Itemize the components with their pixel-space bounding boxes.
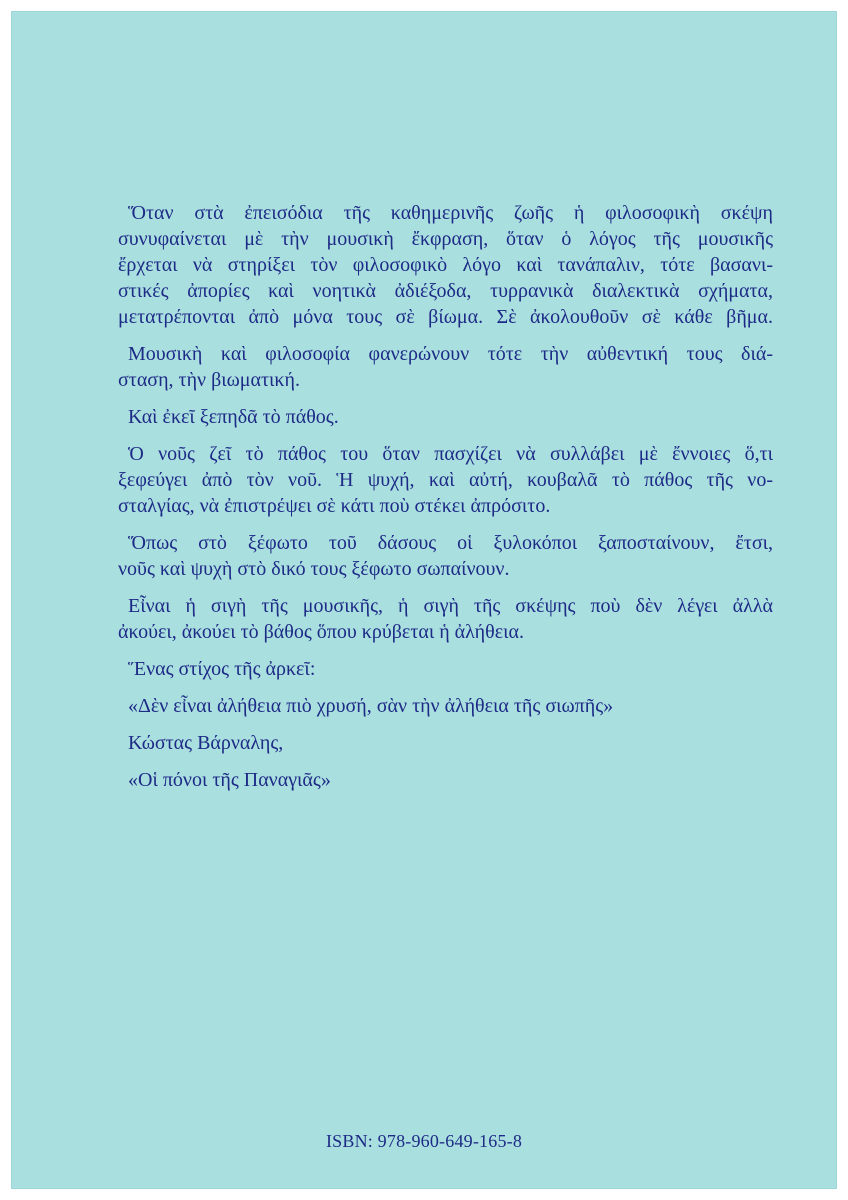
paragraph-4 — [118, 441, 773, 519]
text-line: σταση, τὴν βιωματική. — [118, 369, 300, 391]
text-line: μετατρέπονται ἀπὸ μόνα τους σὲ βίωμα. Σὲ ἀκολουθοῦν σὲ κάθε βῆμα. — [118, 306, 773, 328]
text-line: ἔρχεται νὰ στηρίξει τὸν φιλοσοφικὸ λόγο καὶ τανάπαλιν, τότε βασανι- — [118, 254, 773, 276]
text-line: στικές ἀπορίες καὶ νοητικὰ ἀδιέξοδα, τυρρανικὰ διαλεκτικὰ σχήματα, — [118, 280, 773, 302]
isbn-number: ISBN: 978-960-649-165-8 — [325, 1131, 523, 1151]
text-line: Ὅταν στὰ ἐπεισόδια τῆς καθημερινῆς ζωῆς ἡ φιλοσοφικὴ σκέψη — [128, 202, 773, 224]
paragraph-6 — [118, 593, 773, 645]
text-line: Ὁ νοῦς ζεῖ τὸ πάθος του ὅταν πασχίζει νὰ συλλάβει μὲ ἔννοιες ὅ,τι — [128, 443, 773, 465]
author-name: Κώστας Βάρναλης, — [128, 732, 284, 754]
text-line: ξεφεύγει ἀπὸ τὸν νοῦ. Ἡ ψυχή, καὶ αὐτή, κουβαλᾶ τὸ πάθος τῆς νο- — [118, 469, 773, 491]
work-title: «Οἱ πόνοι τῆς Παναγιᾶς» — [128, 769, 331, 791]
paragraph-5 — [118, 530, 773, 582]
text-line: Ἕνας στίχος τῆς ἀρκεῖ: — [128, 658, 316, 680]
quote-attribution — [118, 730, 773, 793]
poem-quote — [118, 693, 773, 719]
paragraph-2 — [118, 341, 773, 393]
paragraph-7 — [118, 656, 773, 682]
paragraph-3 — [118, 404, 773, 430]
text-line: συνυφαίνεται μὲ τὴν μουσικὴ ἔκφραση, ὅταν ὁ λόγος τῆς μουσικῆς — [118, 228, 773, 250]
quote-line: «Δὲν εἶναι ἀλήθεια πιὸ χρυσή, σὰν τὴν ἀλήθεια τῆς σιωπῆς» — [128, 695, 614, 717]
blurb-text — [118, 200, 773, 793]
text-line: νοῦς καὶ ψυχὴ στὸ δικό τους ξέφωτο σωπαίνουν. — [118, 558, 510, 580]
back-cover — [11, 11, 837, 1189]
paragraph-1 — [118, 200, 773, 330]
text-line: Εἶναι ἡ σιγὴ τῆς μουσικῆς, ἡ σιγὴ τῆς σκέψης ποὺ δὲν λέγει ἀλλὰ — [128, 595, 773, 617]
text-line: σταλγίας, νὰ ἐπιστρέψει σὲ κάτι ποὺ στέκει ἀπρόσιτο. — [118, 495, 551, 517]
text-line: Ὅπως στὸ ξέφωτο τοῦ δάσους οἱ ξυλοκόποι ξαποσταίνουν, ἔτσι, — [128, 532, 773, 554]
text-line: Μουσικὴ καὶ φιλοσοφία φανερώνουν τότε τὴν αὐθεντική τους διά- — [128, 343, 773, 365]
text-line: Καὶ ἐκεῖ ξεπηδᾶ τὸ πάθος. — [128, 406, 339, 428]
text-line: ἀκούει, ἀκούει τὸ βάθος ὅπου κρύβεται ἡ ἀλήθεια. — [118, 621, 524, 643]
